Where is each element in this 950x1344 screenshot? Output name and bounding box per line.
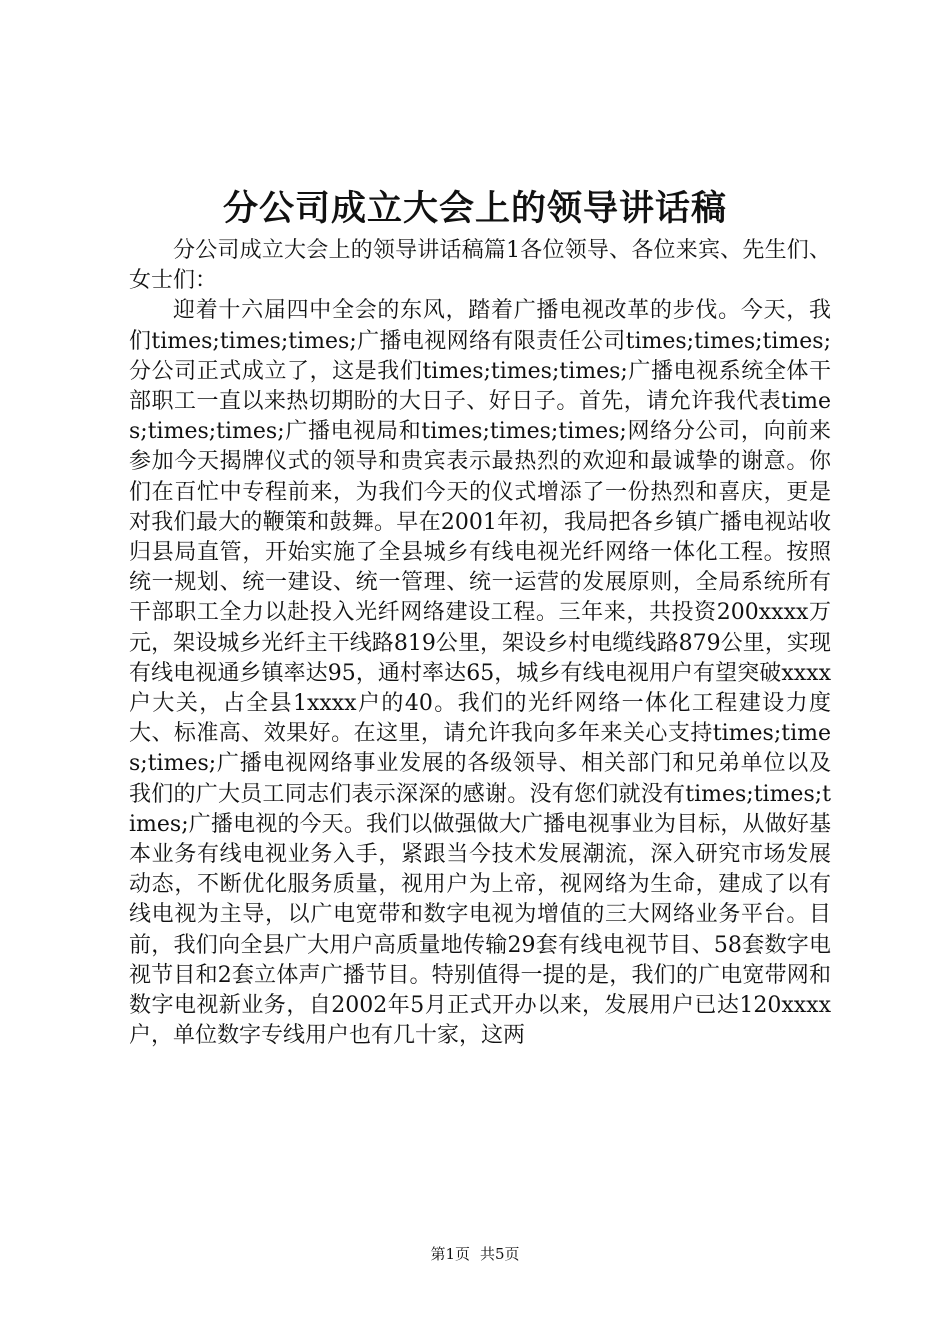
document-body [129, 236, 831, 1051]
page-footer [0, 1243, 950, 1265]
paragraph-main: 迎着十六届四中全会的东风，踏着广播电视改革的步伐。今天，我们times;times;times;广播电视网络有限责任公司times;times;times;分公司正式成立了，这是我们times;times;times;广播电视系统全体干部职工一直以来热切期盼的大日子、好日子。首先，请允许我代表times;times;times;广播电视局和times;times;times;网络分公司，向前来参加今天揭牌仪式的领导和贵宾表示最热烈的欢迎和最诚挚的谢意。你们在百忙中专程前来，为我们今天的仪式增添了一份热烈和喜庆，更是对我们最大的鞭策和鼓舞。早在2001年初，我局把各乡镇广播电视站收归县局直管，开始实施了全县城乡有线电视光纤网络一体化工程。按照统一规划、统一建设、统一管理、统一运营的发展原则，全局系统所有干部职工全力以赴投入光纤网络建设工程。三年来，共投资200xxxx万元，架设城乡光纤主干线路819公里，架设乡村电缆线路879公里，实现有线电视通乡镇率达95，通村率达65，城乡有线电视用户有望突破xxxx户大关，占全县1xxxx户的40。我们的光纤网络一体化工程建设力度大、标准高、效果好。在这里，请允许我向多年来关心支持times;times;times;广播电视网络事业发展的各级领导、相关部门和兄弟单位以及我们的广大员工同志们表示深深的感谢。没有您们就没有times;times;times;广播电视的今天。我们以做强做大广播电视事业为目标，从做好基本业务有线电视业务入手，紧跟当今技术发展潮流，深入研究市场发展动态，不断优化服务质量，视用户为上帝，视网络为生命，建成了以有线电视为主导，以广电宽带和数字电视为增值的三大网络业务平台。目前，我们向全县广大用户高质量地传输29套有线电视节目、58套数字电视节目和2套立体声广播节目。特别值得一提的是，我们的广电宽带网和数字电视新业务，自2002年5月正式开办以来，发展用户已达120xxxx户，单位数字专线用户也有几十家，这两 [129, 298, 831, 1049]
page-total: 共5页 [480, 1245, 520, 1263]
page-number: 第1页 [430, 1245, 470, 1263]
paragraph-intro: 分公司成立大会上的领导讲话稿篇1各位领导、各位来宾、先生们、女士们： [129, 238, 831, 294]
document-title: 分公司成立大会上的领导讲话稿 [222, 188, 727, 229]
